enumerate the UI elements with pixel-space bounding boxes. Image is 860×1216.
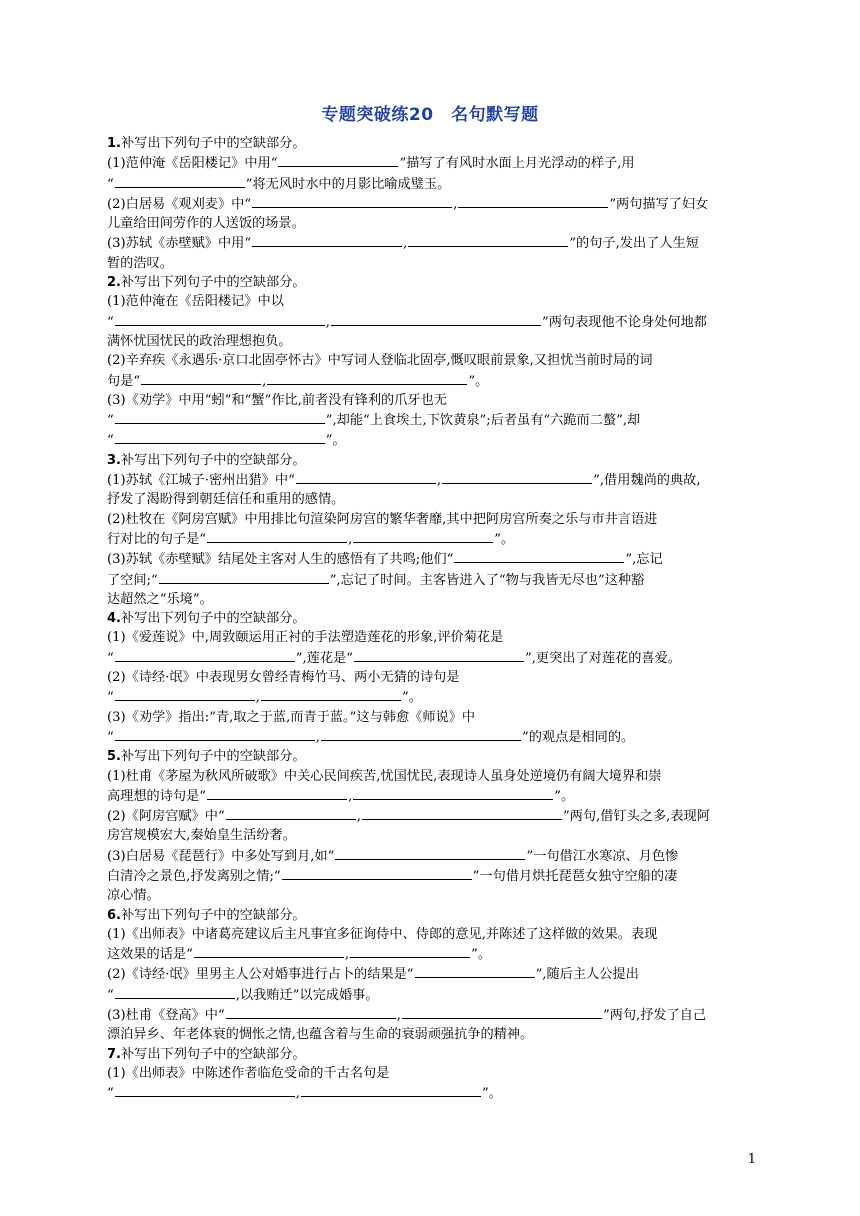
- answer-blank[interactable]: [115, 727, 315, 741]
- answer-blank[interactable]: [159, 570, 329, 584]
- answer-blank[interactable]: [282, 866, 472, 880]
- question-5-item-1-cont: 高理想的诗句是“ , ”。: [107, 786, 757, 806]
- question-3-item-1: (1)苏轼《江城子·密州出猎》中“ , ”,借用魏尚的典故,: [107, 470, 757, 490]
- question-4-item-3: (3)《劝学》指出:“青,取之于蓝,而青于蓝。”这与韩愈《师说》中: [107, 709, 476, 725]
- question-6-item-2: (2)《诗经·氓》里男主人公对婚事进行占卜的结果是“ ”,随后主人公提出: [107, 964, 757, 984]
- question-2-item-2: (2)辛弃疾《永遇乐·京口北固亭怀古》中写词人登临北固亭,慨叹眼前景象,又担忧当前时局的词: [107, 353, 653, 369]
- question-1-item-2-cont: 儿童给田间劳作的人送饭的场景。: [107, 216, 305, 232]
- question-3-item-2-cont: 行对比的句子是“ , ”。: [107, 529, 757, 549]
- answer-blank[interactable]: [454, 549, 624, 563]
- question-2-item-2-cont: 句是“ , ”。: [107, 371, 757, 391]
- question-4-item-2-cont: “ , ”。: [107, 687, 757, 707]
- page-number: 1: [747, 1152, 756, 1167]
- answer-blank[interactable]: [115, 985, 235, 999]
- question-5-stem: 5.补写出下列句子中的空缺部分。: [107, 749, 306, 765]
- answer-blank[interactable]: [408, 233, 568, 247]
- question-6-item-2-cont: “ ,以我贿迁”以完成婚事。: [107, 985, 757, 1005]
- answer-blank[interactable]: [207, 786, 347, 800]
- answer-blank[interactable]: [278, 153, 398, 167]
- worksheet-content: [107, 134, 757, 1104]
- answer-blank[interactable]: [353, 786, 553, 800]
- answer-blank[interactable]: [267, 371, 467, 385]
- page-title: 专题突破练20 名句默写题: [321, 105, 539, 125]
- question-5-item-2-cont: 房宫规模宏大,秦始皇生活纷奢。: [107, 828, 296, 844]
- question-6-item-3: (3)杜甫《登高》中“ , ”两句,抒发了自己: [107, 1005, 757, 1025]
- question-1-item-1: (1)范仲淹《岳阳楼记》中用“ ”描写了有风时水面上月光浮动的样子,用: [107, 153, 757, 173]
- answer-blank[interactable]: [321, 727, 521, 741]
- question-3-item-1-cont: 抒发了渴盼得到朝廷信任和重用的感情。: [107, 492, 345, 508]
- question-3-stem: 3.补写出下列句子中的空缺部分。: [107, 452, 306, 468]
- question-4-item-3-cont: “ , ”的观点是相同的。: [107, 727, 757, 747]
- answer-blank[interactable]: [115, 1083, 295, 1097]
- answer-blank[interactable]: [331, 312, 541, 326]
- answer-blank[interactable]: [442, 470, 592, 484]
- answer-blank[interactable]: [115, 430, 325, 444]
- question-2-item-1-cont2: 满怀忧国忧民的政治理想抱负。: [107, 333, 292, 349]
- answer-blank[interactable]: [207, 529, 347, 543]
- answer-blank[interactable]: [252, 194, 452, 208]
- question-6-item-3-cont: 漂泊异乡、年老体衰的惆怅之情,也蕴含着与生命的衰弱顽强抗争的精神。: [107, 1027, 534, 1043]
- question-5-item-3-cont: 白清冷之景色,抒发离别之情;“ ”一句借月烘托琵琶女独守空船的凄: [107, 866, 757, 886]
- answer-blank[interactable]: [296, 470, 436, 484]
- question-1-item-3-cont: 暂的浩叹。: [107, 255, 173, 271]
- answer-blank[interactable]: [194, 944, 344, 958]
- question-1-stem: 1.补写出下列句子中的空缺部分。: [107, 136, 306, 151]
- answer-blank[interactable]: [458, 194, 608, 208]
- answer-blank[interactable]: [261, 687, 401, 701]
- answer-blank[interactable]: [350, 944, 470, 958]
- answer-blank[interactable]: [301, 1083, 481, 1097]
- question-4-item-2: (2)《诗经·氓》中表现男女曾经青梅竹马、两小无猜的诗句是: [107, 670, 460, 686]
- answer-blank[interactable]: [335, 846, 525, 860]
- question-5-item-2: (2)《阿房宫赋》中“ , ”两句,借钉头之多,表现阿: [107, 806, 757, 826]
- answer-blank[interactable]: [353, 529, 493, 543]
- question-3-item-3: (3)苏轼《赤壁赋》结尾处主客对人生的感悟有了共鸣;他们“ ”,忘记: [107, 549, 757, 569]
- question-6-item-1-cont: 这效果的话是“ , ”。: [107, 944, 757, 964]
- answer-blank[interactable]: [115, 687, 255, 701]
- question-1-item-3: (3)苏轼《赤壁赋》中用“ , ”的句子,发出了人生短: [107, 233, 757, 253]
- question-4-stem: 4.补写出下列句子中的空缺部分。: [107, 611, 306, 627]
- question-7-item-1-cont: “ , ”。: [107, 1083, 757, 1103]
- question-2-item-3-cont: “ ”,却能“上食埃土,下饮黄泉”;后者虽有“六跪而二螯”,却: [107, 410, 757, 430]
- answer-blank[interactable]: [226, 806, 356, 820]
- answer-blank[interactable]: [362, 806, 562, 820]
- answer-blank[interactable]: [252, 233, 402, 247]
- question-7-stem: 7.补写出下列句子中的空缺部分。: [107, 1046, 306, 1062]
- question-1-item-1-cont: “ ”将无风时水中的月影比喻成璧玉。: [107, 174, 757, 194]
- question-4-item-1: (1)《爱莲说》中,周敦颐运用正衬的手法塑造莲花的形象,评价菊花是: [107, 630, 504, 646]
- question-3-item-3-cont2: 达超然之“乐境”。: [107, 591, 213, 607]
- question-2-item-1-cont: “ , ”两句表现他不论身处何地都: [107, 312, 757, 332]
- answer-blank[interactable]: [415, 964, 535, 978]
- question-5-item-1: (1)杜甫《茅屋为秋风所破歌》中关心民间疾苦,忧国忧民,表现诗人虽身处逆境仍有阔大境界和崇: [107, 768, 662, 784]
- question-6-item-1: (1)《出师表》中诸葛亮建议后主凡事宜多征询侍中、侍郎的意见,并陈述了这样做的效果。表现: [107, 926, 658, 942]
- question-3-item-3-cont: 了空间;“ ”,忘记了时间。主客皆进入了“物与我皆无尽也”这种豁: [107, 570, 757, 590]
- question-2-item-1: (1)范仲淹在《岳阳楼记》中以: [107, 294, 284, 310]
- question-4-item-1-cont: “ ”,莲花是“ ”,更突出了对莲花的喜爱。: [107, 648, 757, 668]
- answer-blank[interactable]: [115, 312, 325, 326]
- question-6-stem: 6.补写出下列句子中的空缺部分。: [107, 907, 306, 923]
- question-5-item-3-cont2: 凉心情。: [107, 888, 160, 904]
- question-2-item-3-cont2: “ ”。: [107, 430, 757, 450]
- question-2-stem: 2.补写出下列句子中的空缺部分。: [107, 275, 306, 291]
- question-5-item-3: (3)白居易《琵琶行》中多处写到月,如“ ”一句借江水寒凉、月色惨: [107, 846, 757, 866]
- answer-blank[interactable]: [141, 371, 261, 385]
- answer-blank[interactable]: [226, 1005, 396, 1019]
- answer-blank[interactable]: [115, 174, 245, 188]
- answer-blank[interactable]: [402, 1005, 602, 1019]
- question-1-item-2: (2)白居易《观刈麦》中“ , ”两句描写了妇女: [107, 194, 757, 214]
- answer-blank[interactable]: [354, 648, 524, 662]
- question-2-item-3: (3)《劝学》中用“蚓”和“蟹”作比,前者没有锋利的爪牙也无: [107, 392, 447, 408]
- question-3-item-2: (2)杜牧在《阿房宫赋》中用排比句渲染阿房宫的繁华奢靡,其中把阿房宫所奏之乐与市井言语进: [107, 511, 658, 527]
- question-7-item-1: (1)《出师表》中陈述作者临危受命的千古名句是: [107, 1065, 390, 1081]
- answer-blank[interactable]: [115, 410, 325, 424]
- answer-blank[interactable]: [115, 648, 295, 662]
